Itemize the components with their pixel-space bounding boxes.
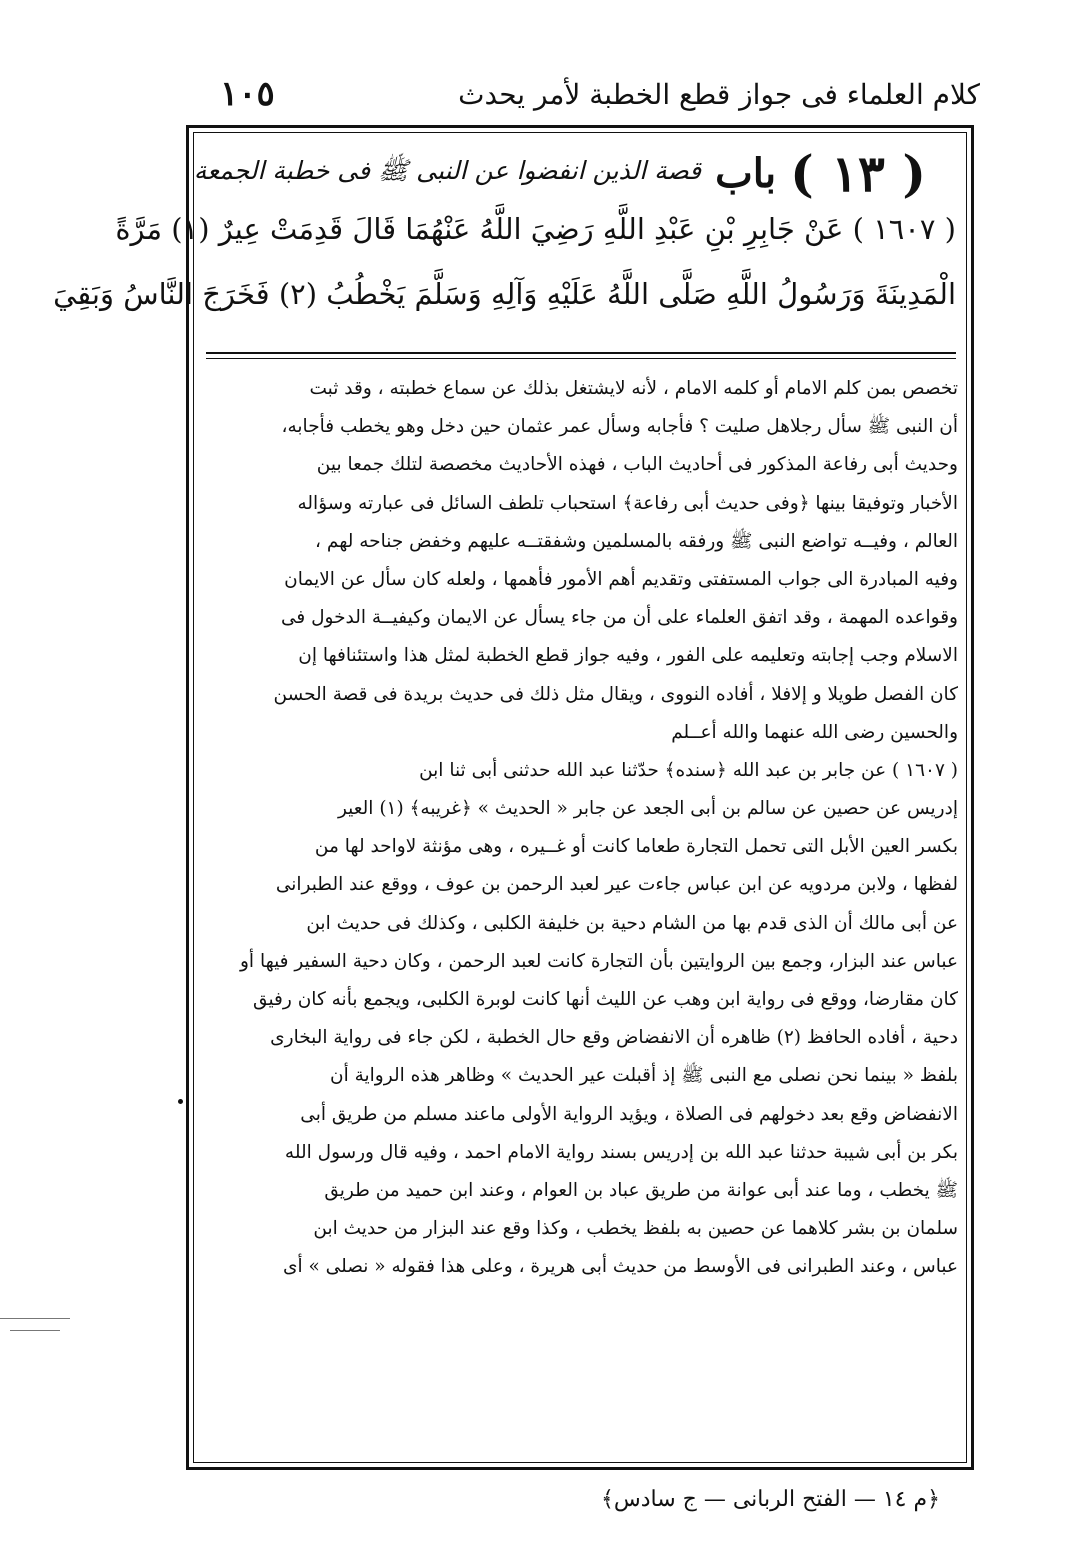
commentary-line: بكسر العين الأبل التى تحمل التجارة طعاما كانت أو غــيره ، وهى مؤنثة لاواحد لها من xyxy=(314,836,958,858)
section-divider xyxy=(206,352,956,354)
commentary-line: وفيه المبادرة الى جواب المستفتى وتقديم أهم الأمور فأهمها ، ولعله كان سأل عن الايمان xyxy=(284,568,958,590)
commentary-line: سلمان بن بشر كلاهما عن حصين به بلفظ يخطب ، وكذا وقع عند البزار من حديث ابن xyxy=(313,1218,958,1240)
printer-signature: ﴿م ١٤ — الفتح الربانى — ج سادس﴾ xyxy=(600,1487,940,1512)
chapter-block xyxy=(53,142,956,352)
commentary-body xyxy=(206,370,958,1287)
commentary-line: إدريس عن حصين عن سالم بن أبى الجعد عن جابر « الحديث » ﴿غريبه﴾ (١) العير xyxy=(337,798,958,820)
margin-scan-line xyxy=(10,1330,60,1331)
commentary-line: كان الفصل طويلا و إلافلا ، أفاده النووى ، ويقال مثل ذلك فى حديث بريدة فى قصة الحسن xyxy=(273,683,958,705)
commentary-line: الاسلام وجب إجابته وتعليمه على الفور ، وفيه جواز قطع الخطبة لمثل هذا واستئنافها إن xyxy=(298,645,958,667)
commentary-line: كان مقارضا، ووقع فى رواية ابن وهب عن الليث أنها كانت لوبرة الكلبى، ويجمع بأنه كان رفيق xyxy=(253,989,958,1010)
commentary-line: عباس عند البزار، وجمع بين الروايتين بأن التجارة كانت لعبد الرحمن ، وكان دحية السفير فيها أو xyxy=(239,950,958,972)
chapter-number: ( ١٣ ) xyxy=(790,143,926,203)
commentary-line: عن أبى مالك أن الذى قدم بها من الشام دحية بن خليفة الكلبى ، وكذلك فى حديث ابن xyxy=(306,912,958,934)
running-title: كلام العلماء فى جواز قطع الخطبة لأمر يحدث xyxy=(458,78,980,111)
commentary-line: عباس ، وعند الطبرانى فى الأوسط من حديث أبى هريرة ، وعلى هذا فقوله « نصلى » أى xyxy=(282,1256,958,1278)
chapter-title: قصة الذين انفضوا عن النبى ﷺ فى خطبة الجمعة xyxy=(193,155,702,185)
commentary-line: ﷺ يخطب ، وما عند أبى عوانة من طريق عباد بن العوام ، وعند ابن حميد من طريق xyxy=(324,1179,958,1201)
hadith-text-line-1: ( ١٦٠٧ ) عَنْ جَابِرِ بْنِ عَبْدِ اللَّهِ رَضِيَ اللَّهُ عَنْهُمَا قَالَ قَدِمَتْ عِيرٌ (١) مَرَّةً xyxy=(115,212,956,246)
commentary-line: لفظها ، ولابن مردويه عن ابن عباس جاءت عير لعبد الرحمن بن عوف ، ووقع عند الطبرانى xyxy=(275,874,958,896)
hadith-text-line-2: الْمَدِينَةَ وَرَسُولُ اللَّهِ صَلَّى اللَّهُ عَلَيْهِ وَآلِهِ وَسَلَّمَ يَخْطُبُ (٢) فَخَرَجَ النَّاسُ وَبَقِيَ xyxy=(53,277,956,311)
commentary-line: تخصص بمن كلم الامام أو كلمه الامام ، لأنه لايشتغل بذلك عن سماع خطبته ، وقد ثبت xyxy=(309,378,958,399)
commentary-line: الأخبار وتوفيقا بينها ﴿وفى حديث أبى رفاعة﴾ استحباب تلطف السائل فى عبارته وسؤاله xyxy=(297,492,958,514)
commentary-line: ( ١٦٠٧ ) عن جابر بن عبد الله ﴿سنده﴾ حدّثنا عبد الله حدثنى أبى ثنا ابن xyxy=(419,759,958,781)
margin-scan-line xyxy=(0,1318,70,1319)
commentary-line: والحسين رضى الله عنهما والله أعــلم xyxy=(671,721,958,743)
scan-speck xyxy=(178,1099,183,1104)
commentary-line: الانفضاض وقع بعد دخولهم فى الصلاة ، ويؤيد الرواية الأولى ماعند مسلم من طريق أبى xyxy=(300,1103,958,1125)
commentary-line: العالم ، وفيــه تواضع النبى ﷺ ورفقه بالمسلمين وشفقتــه عليهم وخفض جناحه لهم ، xyxy=(315,530,958,552)
commentary-line: بكر بن أبى شيبة حدثنا عبد الله بن إدريس بسند رواية الامام احمد ، وفيه قال ورسول الله xyxy=(284,1141,958,1163)
chapter-bab-label: باب xyxy=(715,149,777,197)
commentary-line: وحديث أبى رفاعة المذكور فى أحاديث الباب ، فهذه الأحاديث مخصصة لتلك جمعا بين xyxy=(316,454,958,476)
chapter-heading xyxy=(194,142,926,204)
commentary-line: دحية ، أفاده الحافظ (٢) ظاهره أن الانفضاض وقع حال الخطبة ، لكن جاء فى رواية البخارى xyxy=(270,1027,958,1049)
running-header xyxy=(200,70,980,120)
commentary-line: بلفظ « بينما نحن نصلى مع النبى ﷺ إذ أقبلت عير الحديث » وظاهر هذه الرواية أن xyxy=(329,1065,958,1087)
commentary-line: وقواعده المهمة ، وقد اتفق العلماء على أن من جاء يسأل عن الايمان وكيفيــة الدخول فى xyxy=(280,607,958,629)
page-number: ١٠٥ xyxy=(220,74,275,114)
section-divider-thin xyxy=(206,358,956,359)
commentary-line: أن النبى ﷺ سأل رجلاهل صليت ؟ فأجابه وسأل عمر عثمان حين دخل وهو يخطب فأجابه، xyxy=(281,416,958,438)
